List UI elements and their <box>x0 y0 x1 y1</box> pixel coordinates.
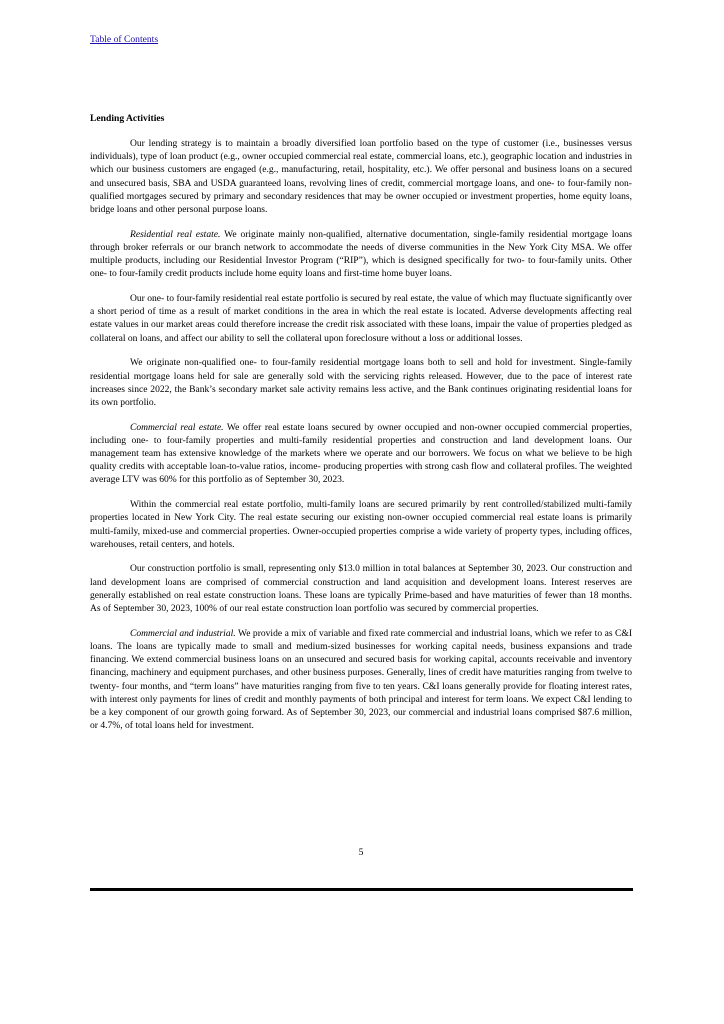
paragraph-non-qualified-mortgages: We originate non-qualified one- to four-family residential mortgage loans both to sell and hold for investment. Single-family residential mortgage loans held for sale are generally sold with the servicing rights released. However, due to the pace of interest rate increases since 2022, the Bank’s secondary market sale activity remains less active, and the Bank continues originating residential loans for its own portfolio. <box>90 357 632 408</box>
page-divider <box>90 888 633 891</box>
paragraph-residential-real-estate: Residential real estate. We originate mainly non-qualified, alternative documentation, single-family residential mortgage loans through broker referrals or our branch network to accommodate the needs of diverse communities in the New York City MSA. We offer multiple products, including our Residential Investor Program (“RIP”), which is designed specifically for two- to four-family units. Other one- to four-family credit products include home equity loans and first-time home buyer loans. <box>90 228 632 280</box>
paragraph-residential-portfolio-risk: Our one- to four-family residential real estate portfolio is secured by real estate, the value of which may fluctuate significantly over a short period of time as a result of market conditions in the area in which the real estate is located. Adverse developments affecting real estate values in our market areas could therefore increase the credit risk associated with these loans, impair the value of properties pledged as collateral on loans, and affect our ability to sell the collateral upon foreclosure without a loss or additional losses. <box>90 293 632 344</box>
body-text <box>90 137 632 744</box>
paragraph-construction: Our construction portfolio is small, representing only $13.0 million in total balances at September 30, 2023. Our construction and land development loans are comprised of commercial construction and land acquisition and development loans. Interest reserves are generally established on real estate construction loans. These loans are typically Prime-based and have maturities of fewer than 18 months. As of September 30, 2023, 100% of our real estate construction loan portfolio was secured by commercial properties. <box>90 563 632 615</box>
paragraph-multi-family: Within the commercial real estate portfolio, multi-family loans are secured primarily by rent controlled/stabilized multi-family properties located in New York City. The real estate securing our existing non-owner occupied commercial real estate loans is primarily multi-family, mixed-use and commercial properties. Owner-occupied properties comprise a wide variety of property types, including offices, warehouses, retail centers, and hotels. <box>90 499 632 550</box>
table-of-contents-link[interactable]: Table of Contents <box>90 34 159 45</box>
paragraph-lending-strategy: Our lending strategy is to maintain a broadly diversified loan portfolio based on the type of customer (i.e., businesses versus individuals), type of loan product (e.g., owner occupied commercial real estate, commercial loans, etc.), geographic location and industries in which our business customers are engaged (e.g., manufacturing, retail, hospitality, etc.). We offer personal and business loans on a secured and unsecured basis, SBA and USDA guaranteed loans, revolving lines of credit, commercial mortgage loans, and one- to four-family non-qualified mortgages secured by primary and secondary residences that may be owner occupied or investment properties, home equity loans, bridge loans and other personal purpose loans. <box>90 138 632 216</box>
paragraph-commercial-real-estate: Commercial real estate. We offer real estate loans secured by owner occupied and non-owner occupied commercial properties, including one- to four-family properties and multi-family residential properties and construction and land development loans. Our management team has extensive knowledge of the markets where we operate and our borrowers. We focus on what we believe to be high quality credits with acceptable loan-to-value ratios, income- producing properties with strong cash flow and collateral profiles. The weighted average LTV was 60% for this portfolio as of September 30, 2023. <box>90 421 633 486</box>
section-heading: Lending Activities <box>90 113 165 124</box>
page-number: 5 <box>358 847 364 858</box>
paragraph-commercial-industrial: Commercial and industrial. We provide a mix of variable and fixed rate commercial and industrial loans, which we refer to as C&I loans. The loans are typically made to small and medium-sized businesses for working capital needs, business expansions and trade financing. We extend commercial business loans on an unsecured and secured basis for working capital, accounts receivable and inventory financing, machinery and equipment purchases, and other business purposes. Generally, lines of credit have maturities ranging from twelve to twenty- four months, and “term loans” have maturities ranging from five to ten years. C&I loans generally provide for floating interest rates, with interest only payments for lines of credit and monthly payments of both principal and interest for term loans. We expect C&I lending to be a key component of our growth going forward. As of September 30, 2023, our commercial and industrial loans comprised $87.6 million, or 4.7%, of total loans held for investment. <box>90 627 632 732</box>
